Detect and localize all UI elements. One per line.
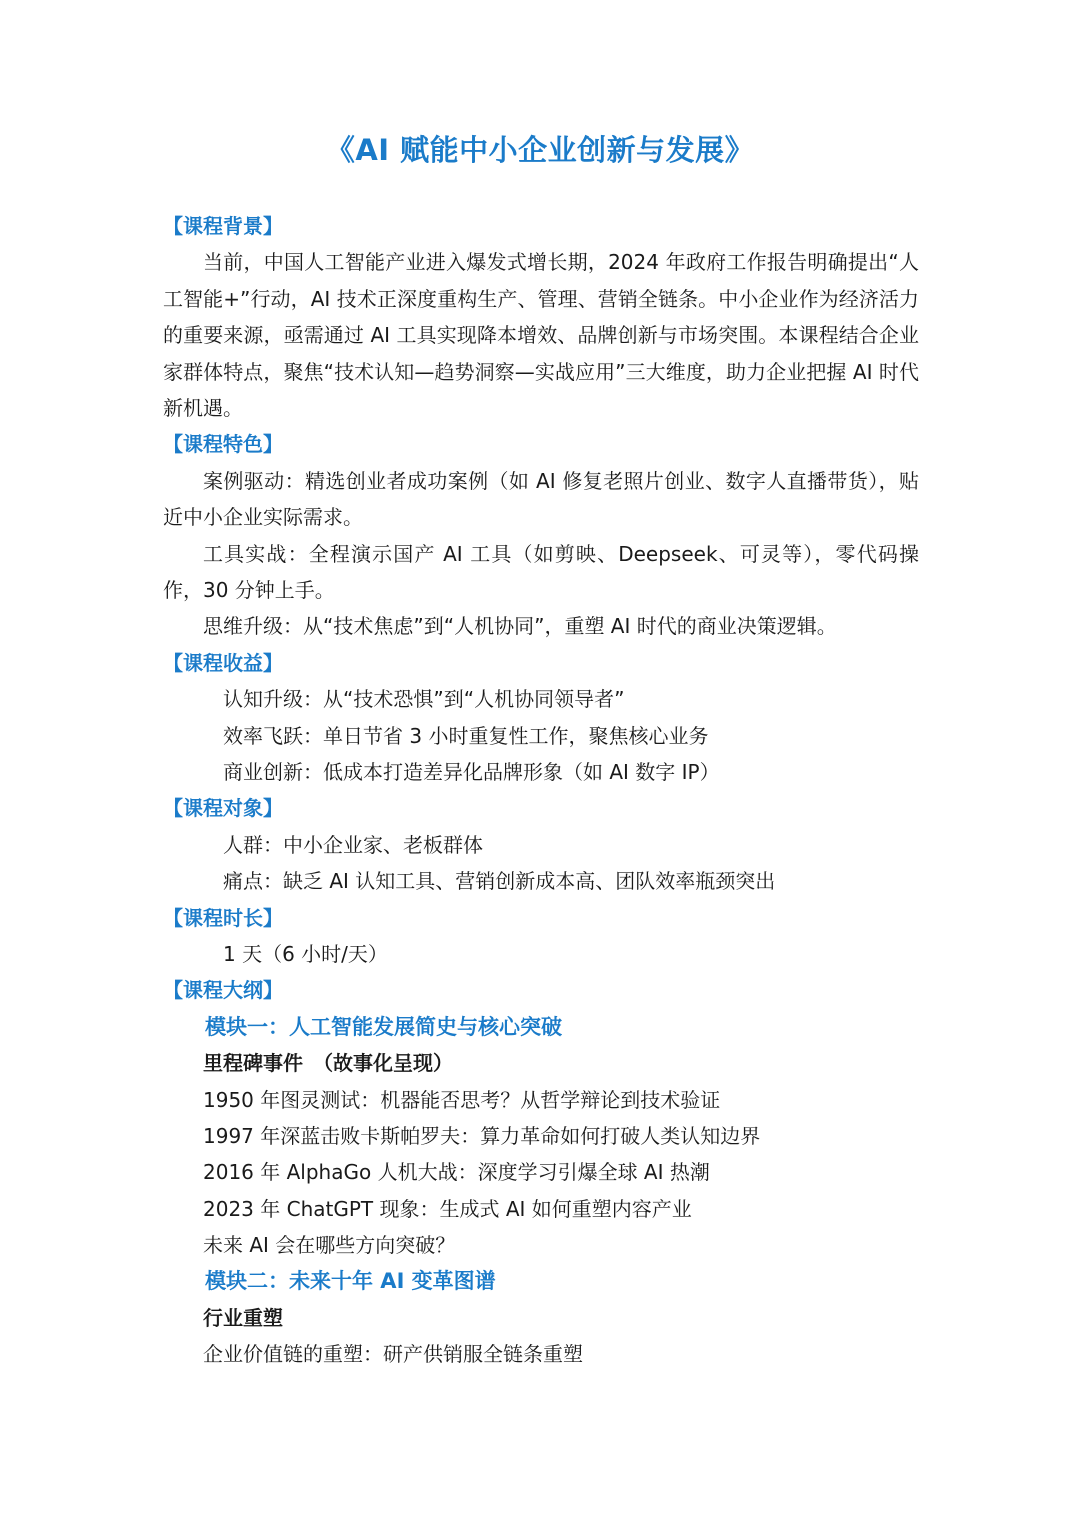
section-heading-duration: 【课程时长】 xyxy=(163,905,283,930)
duration-text: 1 天（6 小时/天） xyxy=(223,941,388,966)
background-paragraph: 当前，中国人工智能产业进入爆发式增长期，2024 年政府工作报告明确提出“人工智能+”行动，AI 技术正深度重构生产、管理、营销全链条。中小企业作为经济活力的重要来源，亟需通过 AI 工具实现降本增效、品牌创新与市场突围。本课程结合企业家群体特点，聚焦“技术认知—趋势洞察—实战应用”三大维度，助力企业把握 AI 时代新机遇。 xyxy=(163,250,919,421)
module-two-subtitle: 行业重塑 xyxy=(203,1305,283,1330)
benefit-item: 效率飞跃：单日节省 3 小时重复性工作，聚焦核心业务 xyxy=(223,723,709,748)
benefit-item: 商业创新：低成本打造差异化品牌形象（如 AI 数字 IP） xyxy=(223,760,720,785)
milestone-item: 1997 年深蓝击败卡斯帕罗夫：算力革命如何打破人类认知边界 xyxy=(203,1123,761,1148)
audience-item: 人群：中小企业家、老板群体 xyxy=(223,832,483,857)
milestone-item: 2023 年 ChatGPT 现象：生成式 AI 如何重塑内容产业 xyxy=(203,1196,692,1221)
section-heading-benefits: 【课程收益】 xyxy=(163,650,283,675)
section-heading-outline: 【课程大纲】 xyxy=(163,978,283,1003)
module-two-item: 企业价值链的重塑：研产供销服全链条重塑 xyxy=(203,1342,583,1367)
document-title: 《AI 赋能中小企业创新与发展》 xyxy=(325,133,755,167)
module-one-subtitle: 里程碑事件 （故事化呈现） xyxy=(203,1051,453,1076)
audience-item: 痛点：缺乏 AI 认知工具、营销创新成本高、团队效率瓶颈突出 xyxy=(223,869,776,894)
feature-item: 思维升级：从“技术焦虑”到“人机协同”，重塑 AI 时代的商业决策逻辑。 xyxy=(203,614,837,639)
milestone-item: 未来 AI 会在哪些方向突破？ xyxy=(203,1233,456,1258)
section-heading-audience: 【课程对象】 xyxy=(163,796,283,821)
milestone-item: 1950 年图灵测试：机器能否思考？从哲学辩论到技术验证 xyxy=(203,1087,721,1112)
benefit-item: 认知升级：从“技术恐惧”到“人机协同领导者” xyxy=(223,687,625,712)
module-two-title: 模块二：未来十年 AI 变革图谱 xyxy=(205,1269,496,1294)
section-heading-features: 【课程特色】 xyxy=(163,432,283,457)
module-one-title: 模块一：人工智能发展简史与核心突破 xyxy=(205,1014,562,1039)
feature-item: 案例驱动：精选创业者成功案例（如 AI 修复老照片创业、数字人直播带货），贴近中小企业实际需求。 xyxy=(163,468,919,530)
milestone-item: 2016 年 AlphaGo 人机大战：深度学习引爆全球 AI 热潮 xyxy=(203,1160,710,1185)
section-heading-background: 【课程背景】 xyxy=(163,214,283,238)
document-body xyxy=(163,208,919,1373)
feature-item: 工具实战：全程演示国产 AI 工具（如剪映、Deepseek、可灵等），零代码操作，30 分钟上手。 xyxy=(163,541,919,603)
